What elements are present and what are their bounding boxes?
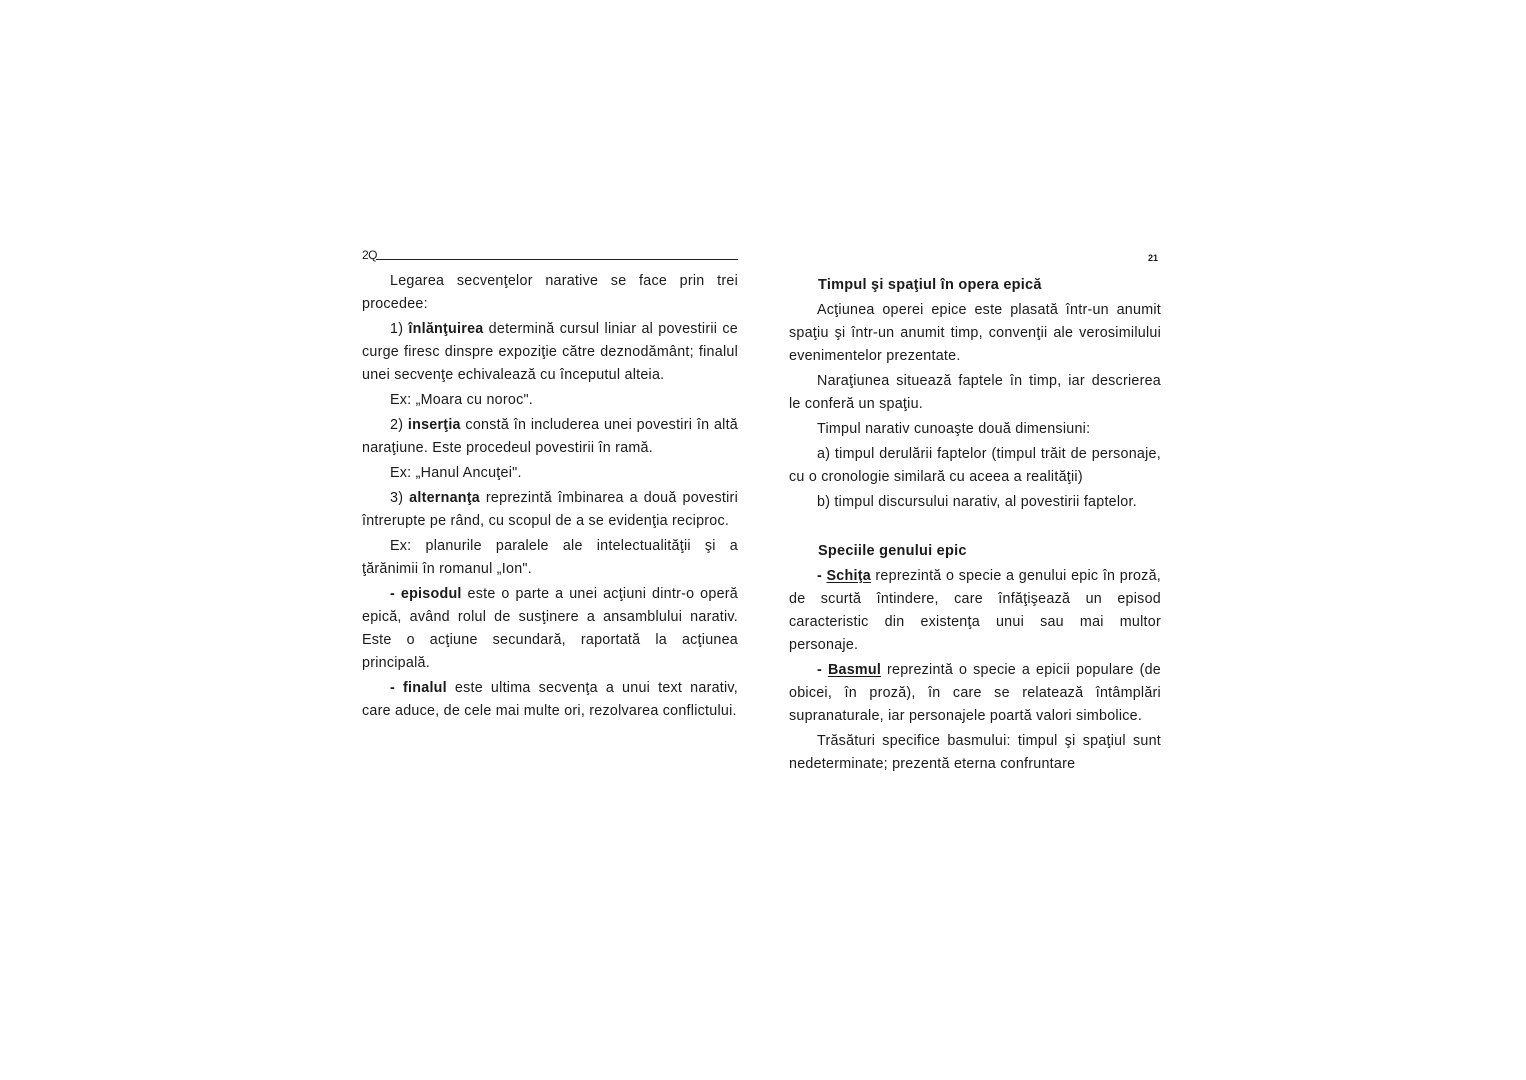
paragraph xyxy=(362,414,738,460)
paragraph xyxy=(362,583,738,675)
page-body xyxy=(789,274,1161,778)
definition: este ultima secvenţa a unui text narativ, care aduce, de cele mai multe ori, rezolvarea conflictului. xyxy=(362,680,738,719)
section-heading: Speciile genului epic xyxy=(818,543,967,559)
definition: constă în includerea unei povestiri în altă naraţiune. Este procedeul povestirii în ramă. xyxy=(362,417,738,456)
definition: reprezintă îmbinarea a două povestiri întrerupte pe rând, cu scopul de a se evidenţia reciproc. xyxy=(362,490,738,529)
list-number: 1) xyxy=(390,321,409,337)
page-number: 21 xyxy=(1147,253,1158,263)
paragraph: b) timpul discursului narativ, al povestirii faptelor. xyxy=(817,494,1137,510)
definition: reprezintă o specie a epicii populare (de obicei, în proză), în care se relatează întâmplări supranaturale, iar personajele poartă valori simbolice. xyxy=(789,662,1161,724)
list-number: 3) xyxy=(390,490,410,506)
definition: reprezintă o specie a genului epic în proză, de scurtă întindere, care înfăţişează un episod caracteristic din existenţa unui sau mai multor personaje. xyxy=(789,568,1161,653)
term: alternanţa xyxy=(409,490,480,506)
term: - finalul xyxy=(390,680,447,696)
section-spacer xyxy=(789,516,1161,540)
example: Ex: „Moara cu noroc". xyxy=(390,392,534,408)
paragraph: a) timpul derulării faptelor (timpul trăit de personaje, cu o cronologie similară cu aceea a realităţii) xyxy=(789,446,1161,485)
definition: determină cursul liniar al povestirii ce curge firesc dinspre expoziţie către deznodământ; finalul unei secvenţe echivalează cu începutul alteia. xyxy=(362,321,738,383)
paragraph: Trăsături specifice basmului: timpul şi spaţiul sunt nedeterminate; prezentă eterna confruntare xyxy=(789,733,1161,772)
dash: - xyxy=(817,568,827,584)
section-heading: Timpul şi spaţiul în opera epică xyxy=(818,277,1042,293)
term: - episodul xyxy=(390,586,462,602)
header-rule xyxy=(376,259,738,260)
page-number: 2Q xyxy=(362,248,378,262)
paragraph: Naraţiunea situează faptele în timp, iar descrierea le conferă un spaţiu. xyxy=(789,373,1161,412)
paragraph xyxy=(362,318,738,387)
paragraph xyxy=(362,677,738,723)
definition: este o parte a unei acţiuni dintr-o operă epică, având rolul de susţinere a ansamblului narativ. Este o acţiune secundară, raportată la acţiunea principală. xyxy=(362,586,738,671)
list-number: 2) xyxy=(390,417,408,433)
paragraph xyxy=(789,659,1161,728)
term: Basmul xyxy=(827,662,882,678)
paragraph xyxy=(789,565,1161,657)
dash: - xyxy=(817,662,828,678)
term: înlănţuirea xyxy=(408,321,484,337)
paragraph: Timpul narativ cunoaşte două dimensiuni: xyxy=(817,421,1091,437)
paragraph xyxy=(362,487,738,533)
term: Schiţa xyxy=(826,568,871,584)
example: Ex: „Hanul Ancuţei". xyxy=(390,465,522,481)
paragraph: Legarea secvenţelor narative se face prin trei procedee: xyxy=(362,273,738,312)
page-body xyxy=(362,270,738,725)
paragraph: Acţiunea operei epice este plasată într-un anumit spaţiu şi într-un anumit timp, convenţii ale verosimilului evenimentelor prezentate. xyxy=(789,302,1161,364)
example: Ex: planurile paralele ale intelectualităţii şi a ţărănimii în romanul „Ion". xyxy=(362,538,738,577)
term: inserţia xyxy=(407,417,461,433)
